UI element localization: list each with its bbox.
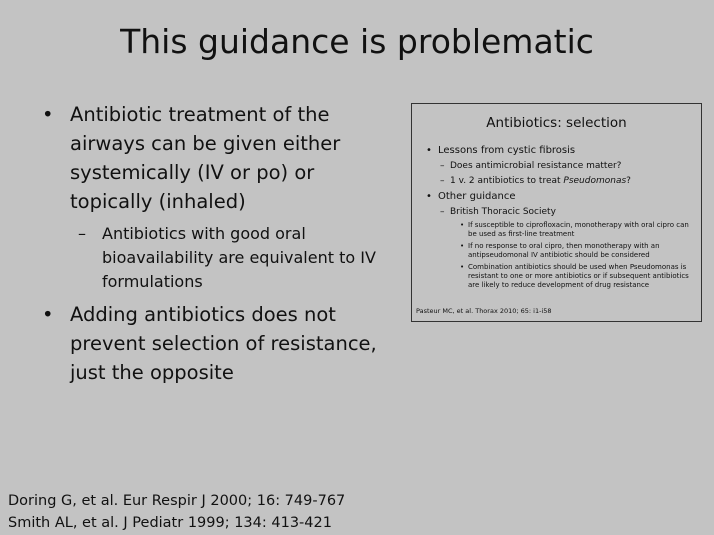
inset-level3-bullet <box>424 242 694 260</box>
bullet-item <box>38 100 388 216</box>
sub-bullet-dash: – <box>440 207 445 217</box>
inset-reference: Pasteur MC, et al. Thorax 2010; 65: i1-i58 <box>416 307 552 315</box>
inset-level3-text: If no response to oral cipro, then monotherapy with an antipseudomonal IV antibiotic should be considered <box>468 242 660 259</box>
inset-bullet-text: Other guidance <box>438 191 516 202</box>
bullet-dot: • <box>460 221 465 229</box>
inset-bullet <box>424 190 694 203</box>
bullet-item <box>38 300 388 387</box>
inset-sub-text-prefix: 1 v. 2 antibiotics to treat <box>450 176 564 186</box>
reference-line: Smith AL, et al. J Pediatr 1999; 134: 413-421 <box>8 515 332 531</box>
inset-level3-text: If susceptible to ciprofloxacin, monotherapy with oral cipro can be used as first-line treatment <box>468 221 689 238</box>
inset-sub-text: Does antimicrobial resistance matter? <box>450 161 622 171</box>
inset-bullet-text: Lessons from cystic fibrosis <box>438 145 576 156</box>
inset-bullet <box>424 144 694 157</box>
sub-bullet-item <box>38 222 388 294</box>
bullet-dot: • <box>426 191 432 202</box>
sub-bullet-dash: – <box>78 224 86 243</box>
inset-body <box>424 144 694 293</box>
bullet-text: Antibiotic treatment of the airways can be given either systemically (IV or po) or topically (inhaled) <box>70 103 341 213</box>
inset-title: Antibiotics: selection <box>486 115 627 131</box>
sub-bullet-dash: – <box>440 176 445 186</box>
reference-line: Doring G, et al. Eur Respir J 2000; 16: 749-767 <box>8 493 346 509</box>
slide-title: This guidance is problematic <box>120 22 594 61</box>
sub-bullet-dash: – <box>440 161 445 171</box>
inset-sub-text-suffix: ? <box>626 176 631 186</box>
inset-sub-bullet <box>424 160 694 172</box>
bullet-dot: • <box>460 242 465 250</box>
bullet-dot: • <box>426 145 432 156</box>
inset-level3-text: Combination antibiotics should be used when Pseudomonas is resistant to one or more antibiotics or if subsequent antibiotics are likely to reduce development of drug resistance <box>468 263 689 289</box>
bullet-dot: • <box>42 303 54 326</box>
bullet-dot: • <box>460 263 465 271</box>
bullet-text: Adding antibiotics does not prevent selection of resistance, just the opposite <box>70 303 377 384</box>
inset-level3-bullet <box>424 263 694 290</box>
inset-sub-text-italic: Pseudomonas <box>563 176 627 186</box>
inset-sub-text: British Thoracic Society <box>450 207 556 217</box>
bullet-dot: • <box>42 103 54 126</box>
main-bullet-list <box>38 100 388 391</box>
inset-sub-bullet <box>424 175 694 187</box>
inset-slide-thumbnail <box>411 103 702 322</box>
references <box>8 490 345 534</box>
inset-sub-bullet <box>424 206 694 218</box>
sub-bullet-text: Antibiotics with good oral bioavailability are equivalent to IV formulations <box>102 224 376 291</box>
inset-level3-bullet <box>424 221 694 239</box>
